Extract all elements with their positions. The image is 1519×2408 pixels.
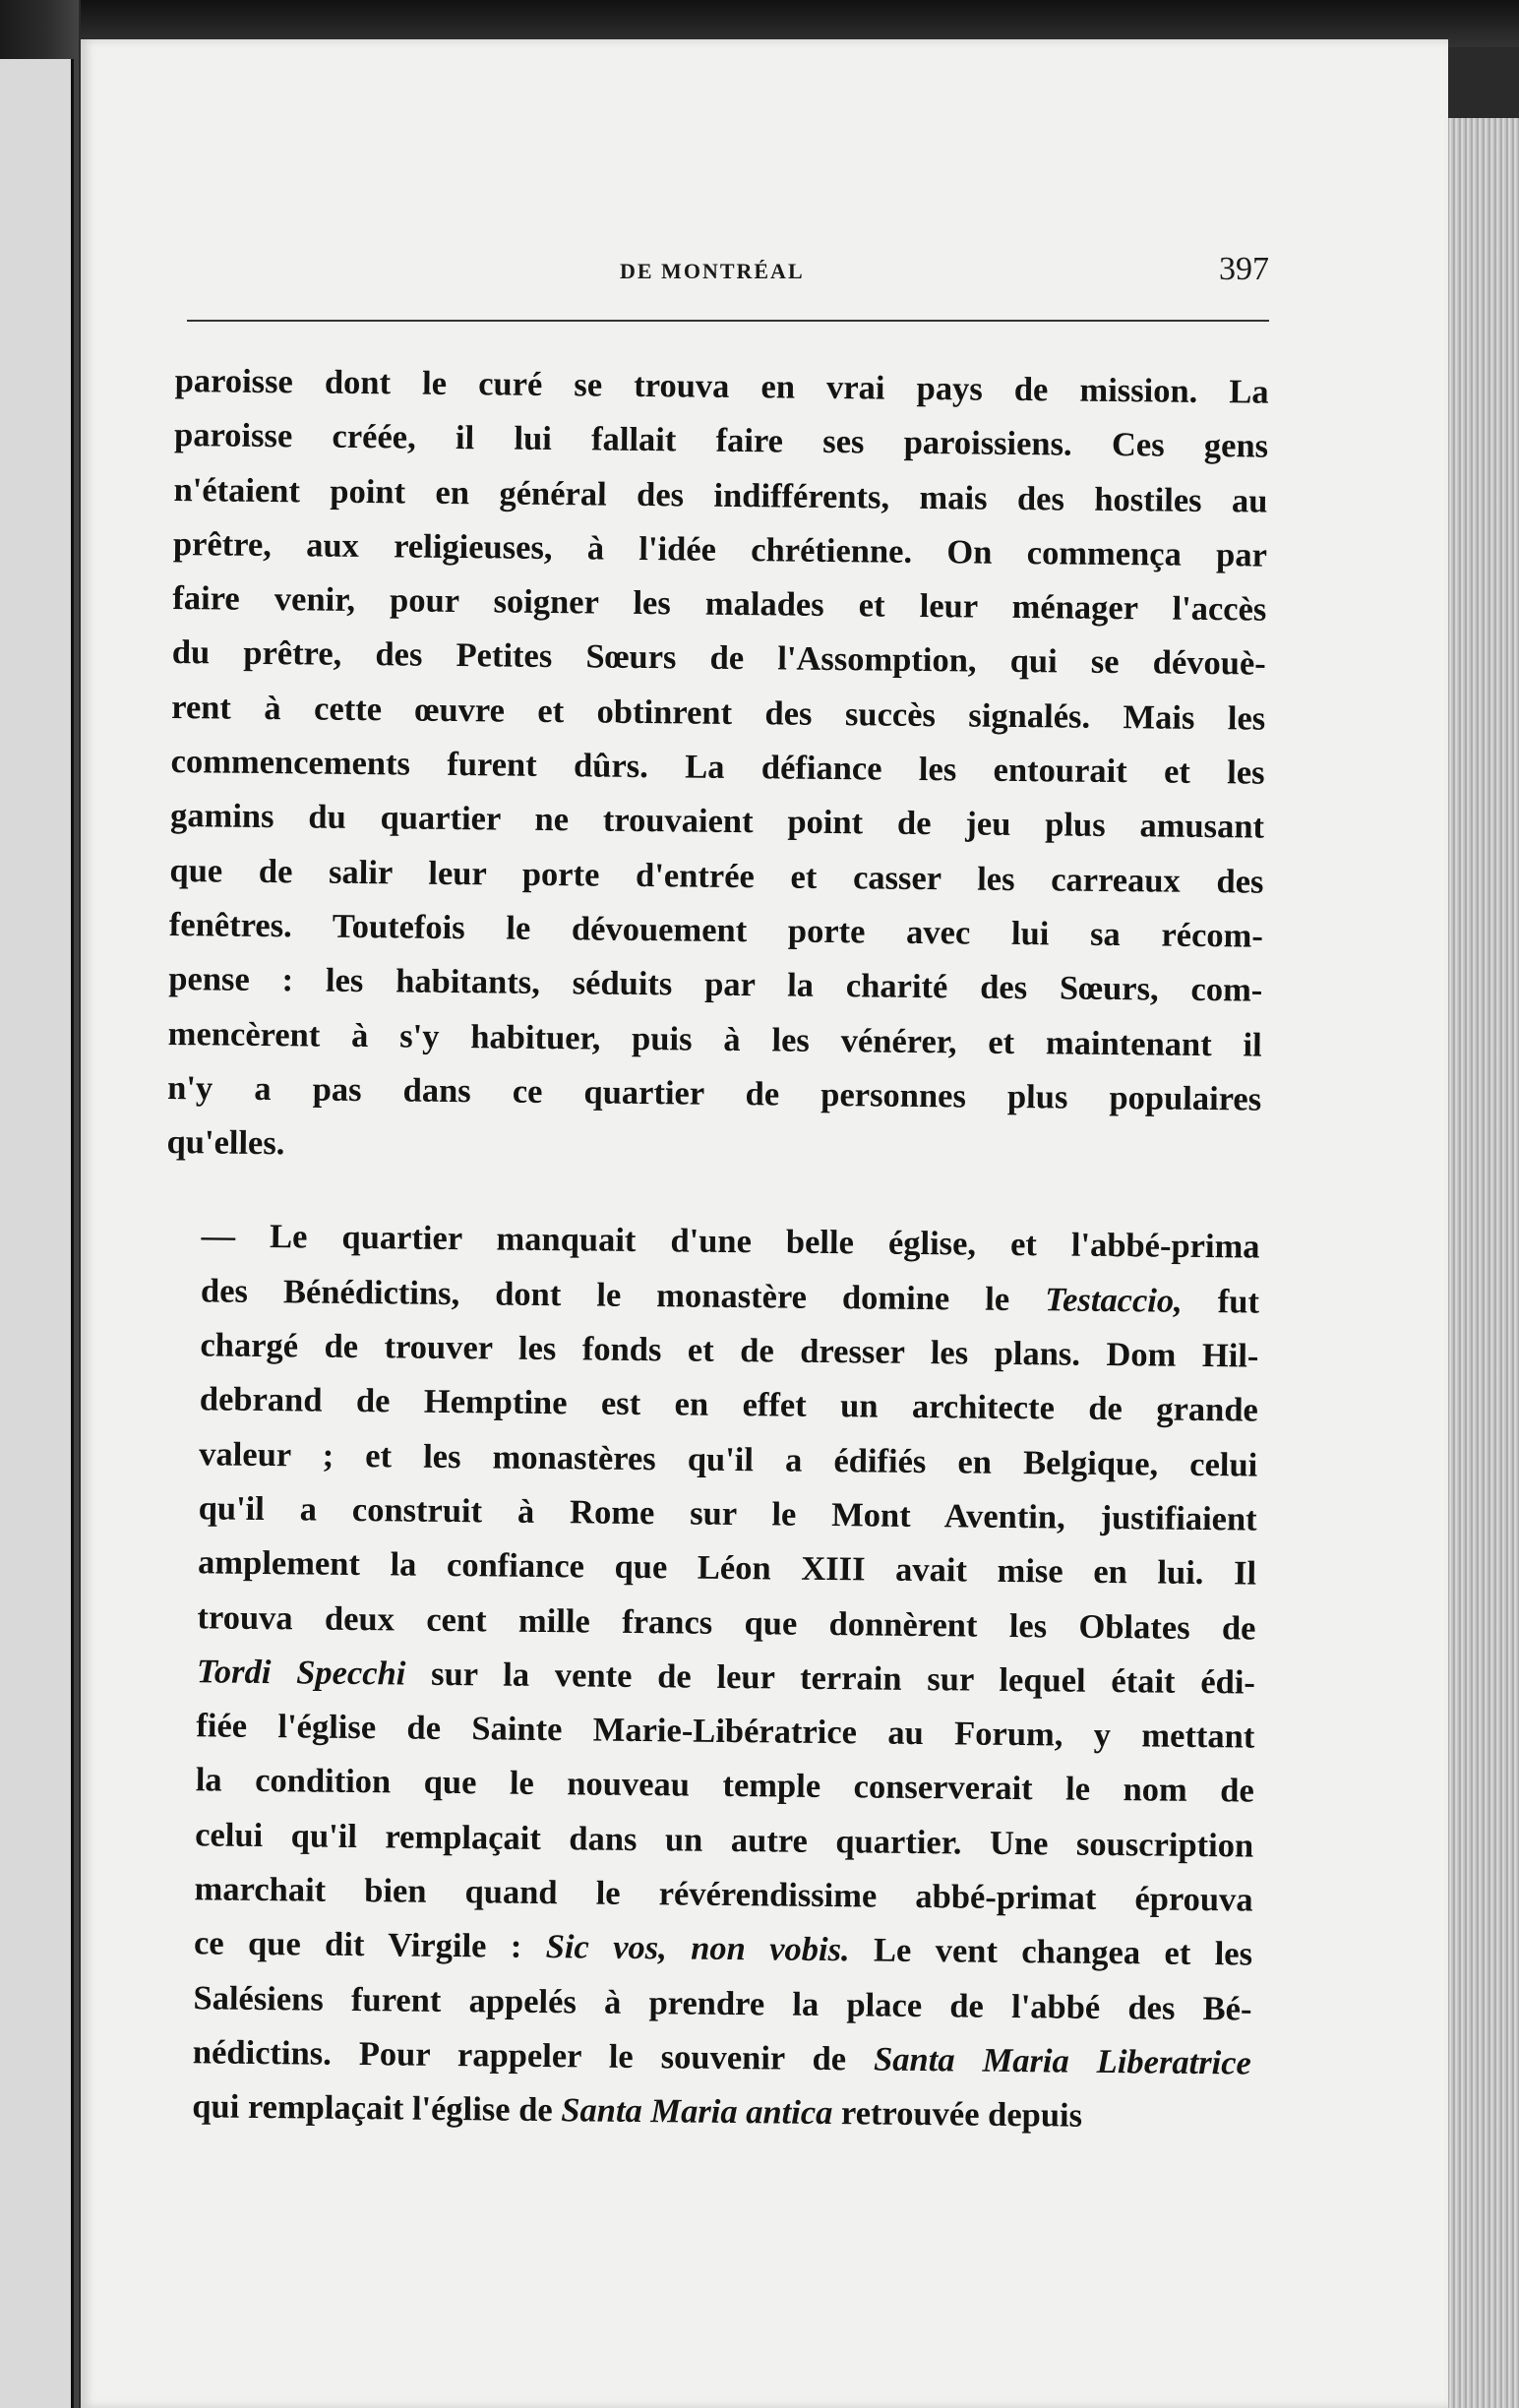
text-line: qu'il a construit à Rome sur le Mont Aventin, justifiaient	[198, 1489, 1257, 1538]
text-line: amplement la confiance que Léon XIII avait mise en lui. Il	[197, 1543, 1257, 1593]
text-line: trouva deux cent mille francs que donnèrent les Oblates de	[197, 1597, 1256, 1648]
text-line: fiée l'église de Sainte Marie-Libératrice au Forum, y mettant	[196, 1707, 1255, 1756]
text-line: gamins du quartier ne trouvaient point de jeu plus amusant	[169, 797, 1265, 846]
text-line: chargé de trouver les fonds et de dresser les plans. Dom Hil-	[200, 1326, 1259, 1375]
text-line: faire venir, pour soigner les malades et leur ménager l'accès	[172, 579, 1267, 629]
running-head	[187, 251, 1269, 310]
text-line: nédictins. Pour rappeler le souvenir de Santa Maria Liberatrice	[192, 2033, 1252, 2082]
running-title: DE MONTRÉAL	[620, 259, 805, 283]
text-line: pense : les habitants, séduits par la charité des Sœurs, com-	[168, 960, 1263, 1009]
text-line: qu'elles.	[166, 1123, 285, 1163]
text-line: paroisse créée, il lui fallait faire ses paroissiens. Ces gens	[173, 416, 1269, 465]
text-line: Tordi Specchi sur la vente de leur terrain sur lequel était édi-	[196, 1653, 1256, 1702]
page-number: 397	[1219, 251, 1269, 287]
text-line: qui remplaçait l'église de Santa Maria antica retrouvée depuis	[192, 2087, 1083, 2135]
text-line: commencements furent dûrs. La défiance les entourait et les	[170, 743, 1265, 792]
text-line: valeur ; et les monastères qu'il a édifiés en Belgique, celui	[199, 1434, 1258, 1484]
text-line: n'étaient point en général des indifférents, mais des hostiles au	[173, 470, 1268, 520]
text-line: des Bénédictins, dont le monastère domine le Testaccio, fut	[200, 1272, 1260, 1321]
paragraph-1	[166, 354, 1269, 1181]
text-line: debrand de Hemptine est en effet un architecte de grande	[199, 1380, 1259, 1429]
text-line: que de salir leur porte d'entrée et casser les carreaux des	[169, 851, 1264, 901]
text-line: Salésiens furent appelés à prendre la place de l'abbé des Bé-	[193, 1978, 1252, 2028]
header-rule	[187, 320, 1269, 322]
previous-page-edge	[0, 59, 74, 2408]
text-line: rent à cette œuvre et obtinrent des succès signalés. Mais les	[171, 688, 1266, 738]
text-line: — Le quartier manquait d'une belle église, et l'abbé-prima	[201, 1217, 1260, 1267]
text-line: la condition que le nouveau temple conserverait le nom de	[195, 1761, 1254, 1810]
text-line: n'y a pas dans ce quartier de personnes plus populaires	[166, 1068, 1262, 1118]
paragraph-2	[156, 1209, 1260, 2145]
body-text	[156, 354, 1269, 2145]
text-line: mencèrent à s'y habituer, puis à les vénérer, et maintenant il	[167, 1014, 1262, 1064]
text-line: paroisse dont le curé se trouva en vrai pays de mission. La	[174, 361, 1269, 411]
text-line: prêtre, aux religieuses, à l'idée chrétienne. On commença par	[172, 524, 1268, 574]
text-line: fenêtres. Toutefois le dévouement porte avec lui sa récom-	[168, 905, 1264, 955]
text-line: ce que dit Virgile : Sic vos, non vobis. Le vent changea et les	[193, 1924, 1253, 1973]
text-line: du prêtre, des Petites Sœurs de l'Assomption, qui se dévouè-	[171, 633, 1266, 684]
text-line: marchait bien quand le révérendissime abbé-primat éprouva	[194, 1870, 1253, 1919]
text-line: celui qu'il remplaçait dans un autre quartier. Une souscription	[195, 1816, 1254, 1865]
